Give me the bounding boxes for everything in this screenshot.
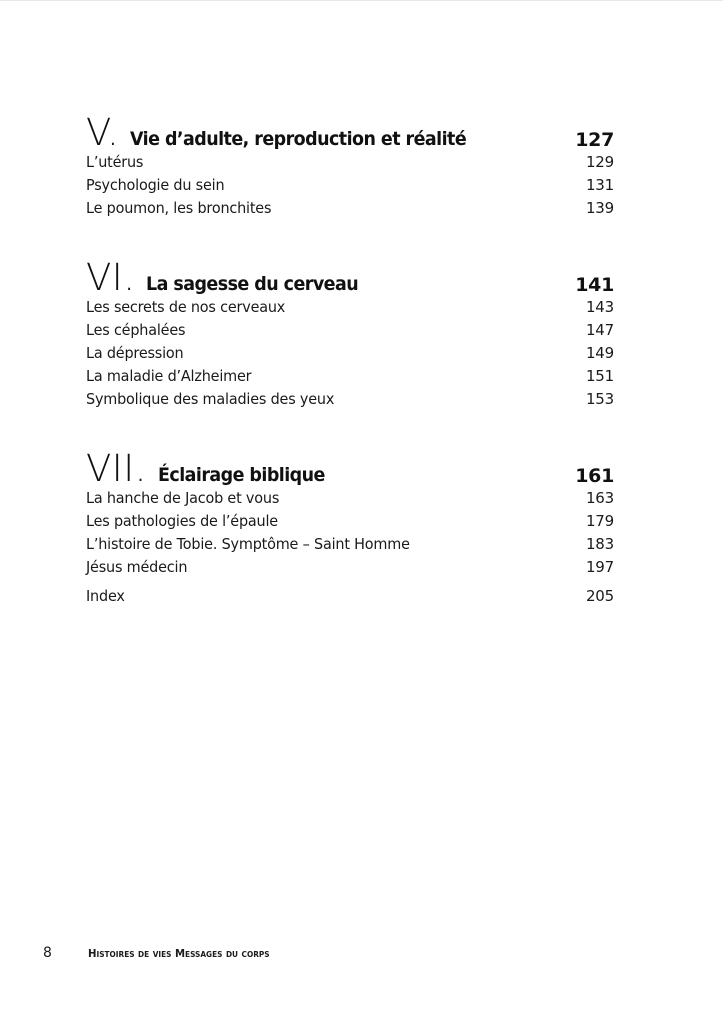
toc-entry [86,365,614,388]
toc-entry [86,197,614,220]
entry-page-number: 153 [585,390,614,408]
entry-page-number: 183 [585,535,614,553]
toc-entry [86,319,614,342]
entry-page-number: 163 [585,489,614,507]
toc-entry [86,487,614,510]
entry-page-number: 131 [585,176,614,194]
toc-index-entry [86,585,614,608]
toc-entry [86,342,614,365]
section-page-number: 141 [575,274,614,296]
index-title: Index [86,587,125,605]
section-heading [86,109,614,154]
table-of-contents [86,109,614,613]
toc-entry [86,556,614,579]
toc-entry [86,510,614,533]
section-heading [86,254,614,299]
entry-title: Jésus médecin [86,558,188,576]
entry-title: Symbolique des maladies des yeux [86,390,335,408]
entry-page-number: 139 [585,199,614,217]
section-title: Vie d’adulte, reproduction et réalité [130,128,467,150]
index-page-number: 205 [585,587,614,605]
folio-page-number: 8 [43,945,52,961]
entry-title: La maladie d’Alzheimer [86,367,252,385]
toc-entry [86,174,614,197]
entry-title: L’histoire de Tobie. Symptôme – Saint Homme [86,535,410,553]
entry-page-number: 129 [585,153,614,171]
running-footer-title: Histoires de vies Messages du corps [88,946,270,960]
section-numeral: VII. [86,447,147,490]
section-title: La sagesse du cerveau [146,273,359,295]
section-title: Éclairage biblique [157,464,325,486]
entry-title: Les secrets de nos cerveaux [86,298,286,316]
entry-title: Le poumon, les bronchites [86,199,272,217]
entry-page-number: 197 [585,558,614,576]
entry-title: Les pathologies de l’épaule [86,512,278,530]
entry-page-number: 147 [585,321,614,339]
page-footer [43,943,723,963]
toc-section-v [86,109,614,220]
toc-entry [86,533,614,556]
section-heading [86,445,614,490]
toc-entry [86,388,614,411]
section-page-number: 161 [575,465,614,487]
section-page-number: 127 [575,129,614,151]
section-numeral: V. [86,111,120,154]
entry-title: La hanche de Jacob et vous [86,489,280,507]
section-numeral: VI. [86,256,136,299]
toc-entry [86,296,614,319]
entry-page-number: 143 [585,298,614,316]
toc-section-vi [86,254,614,411]
entry-title: Les céphalées [86,321,186,339]
entry-page-number: 149 [585,344,614,362]
entry-page-number: 151 [585,367,614,385]
entry-title: Psychologie du sein [86,176,225,194]
entry-page-number: 179 [585,512,614,530]
entry-title: La dépression [86,344,184,362]
entry-title: L’utérus [86,153,144,171]
toc-entry [86,151,614,174]
toc-section-vii [86,445,614,579]
